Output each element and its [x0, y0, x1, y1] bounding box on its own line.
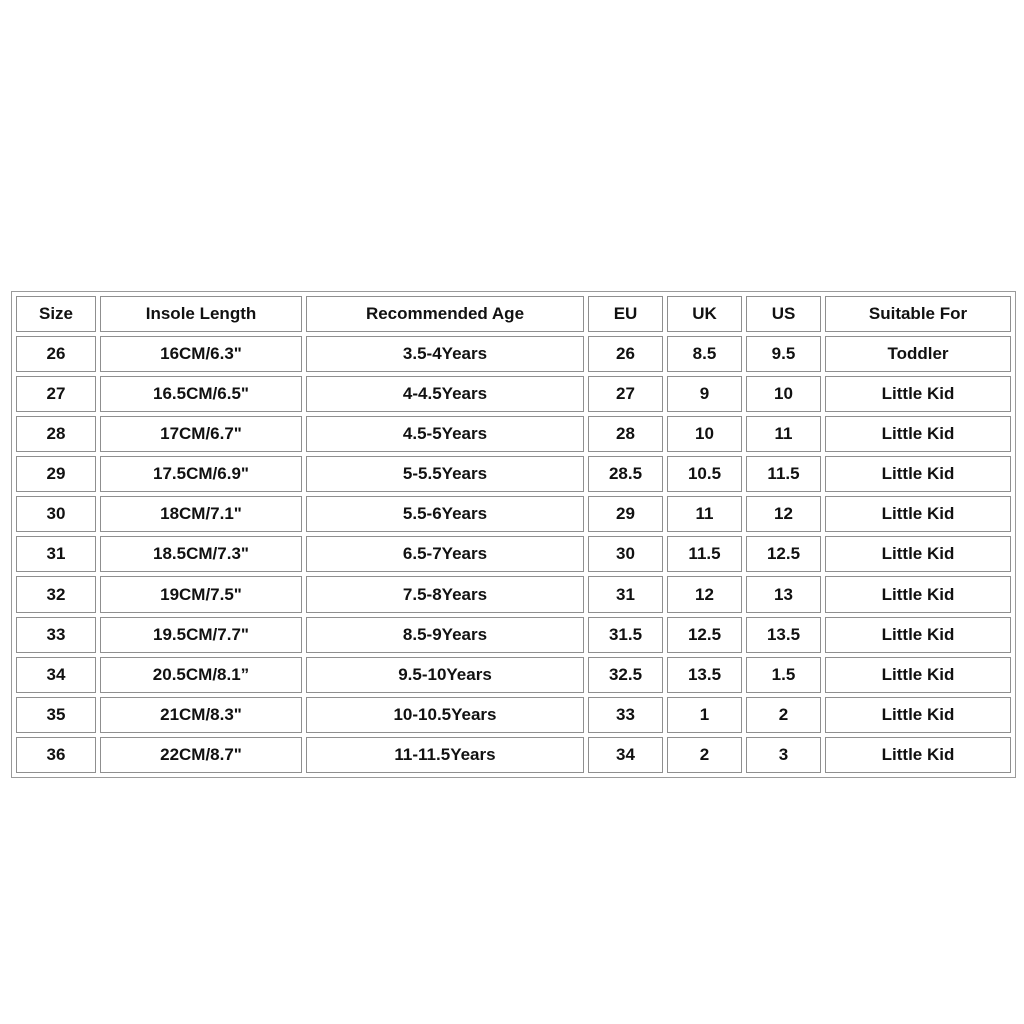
- cell-recommended-age: 4.5-5Years: [306, 416, 584, 452]
- cell-uk: 10: [667, 416, 742, 452]
- header-eu: EU: [588, 296, 663, 332]
- cell-eu: 34: [588, 737, 663, 773]
- cell-recommended-age: 10-10.5Years: [306, 697, 584, 733]
- table-row: [16, 496, 1011, 532]
- cell-insole-length: 22CM/8.7": [100, 737, 302, 773]
- cell-size: 33: [16, 617, 96, 653]
- cell-suitable-for: Little Kid: [825, 737, 1011, 773]
- cell-eu: 32.5: [588, 657, 663, 693]
- cell-us: 3: [746, 737, 821, 773]
- cell-suitable-for: Little Kid: [825, 576, 1011, 612]
- cell-uk: 2: [667, 737, 742, 773]
- cell-size: 36: [16, 737, 96, 773]
- cell-eu: 30: [588, 536, 663, 572]
- table-row: [16, 416, 1011, 452]
- cell-uk: 12.5: [667, 617, 742, 653]
- cell-suitable-for: Little Kid: [825, 617, 1011, 653]
- cell-size: 31: [16, 536, 96, 572]
- cell-uk: 10.5: [667, 456, 742, 492]
- cell-size: 29: [16, 456, 96, 492]
- cell-suitable-for: Toddler: [825, 336, 1011, 372]
- cell-uk: 11: [667, 496, 742, 532]
- cell-us: 10: [746, 376, 821, 412]
- cell-uk: 8.5: [667, 336, 742, 372]
- cell-recommended-age: 7.5-8Years: [306, 576, 584, 612]
- cell-insole-length: 20.5CM/8.1”: [100, 657, 302, 693]
- cell-size: 35: [16, 697, 96, 733]
- cell-insole-length: 18CM/7.1": [100, 496, 302, 532]
- cell-suitable-for: Little Kid: [825, 657, 1011, 693]
- cell-eu: 29: [588, 496, 663, 532]
- cell-uk: 1: [667, 697, 742, 733]
- cell-size: 30: [16, 496, 96, 532]
- cell-recommended-age: 9.5-10Years: [306, 657, 584, 693]
- table-row: [16, 576, 1011, 612]
- cell-suitable-for: Little Kid: [825, 496, 1011, 532]
- table-row: [16, 536, 1011, 572]
- cell-size: 28: [16, 416, 96, 452]
- cell-insole-length: 21CM/8.3": [100, 697, 302, 733]
- cell-suitable-for: Little Kid: [825, 456, 1011, 492]
- header-uk: UK: [667, 296, 742, 332]
- cell-suitable-for: Little Kid: [825, 697, 1011, 733]
- cell-eu: 27: [588, 376, 663, 412]
- cell-suitable-for: Little Kid: [825, 376, 1011, 412]
- cell-us: 9.5: [746, 336, 821, 372]
- header-us: US: [746, 296, 821, 332]
- cell-us: 13.5: [746, 617, 821, 653]
- size-chart-table: [11, 291, 1016, 778]
- cell-us: 12: [746, 496, 821, 532]
- table-row: [16, 697, 1011, 733]
- cell-uk: 13.5: [667, 657, 742, 693]
- table-body: [16, 336, 1011, 773]
- cell-size: 32: [16, 576, 96, 612]
- header-suitable-for: Suitable For: [825, 296, 1011, 332]
- cell-us: 1.5: [746, 657, 821, 693]
- cell-recommended-age: 5-5.5Years: [306, 456, 584, 492]
- cell-insole-length: 17.5CM/6.9": [100, 456, 302, 492]
- cell-recommended-age: 5.5-6Years: [306, 496, 584, 532]
- cell-insole-length: 16CM/6.3": [100, 336, 302, 372]
- cell-eu: 26: [588, 336, 663, 372]
- table-row: [16, 456, 1011, 492]
- cell-uk: 11.5: [667, 536, 742, 572]
- cell-eu: 28: [588, 416, 663, 452]
- cell-insole-length: 17CM/6.7": [100, 416, 302, 452]
- header-insole-length: Insole Length: [100, 296, 302, 332]
- cell-eu: 31.5: [588, 617, 663, 653]
- cell-eu: 33: [588, 697, 663, 733]
- cell-recommended-age: 4-4.5Years: [306, 376, 584, 412]
- cell-us: 11.5: [746, 456, 821, 492]
- cell-recommended-age: 6.5-7Years: [306, 536, 584, 572]
- cell-insole-length: 19.5CM/7.7": [100, 617, 302, 653]
- cell-insole-length: 19CM/7.5": [100, 576, 302, 612]
- cell-recommended-age: 8.5-9Years: [306, 617, 584, 653]
- header-recommended-age: Recommended Age: [306, 296, 584, 332]
- cell-size: 34: [16, 657, 96, 693]
- cell-suitable-for: Little Kid: [825, 416, 1011, 452]
- header-row: [16, 296, 1011, 332]
- cell-uk: 9: [667, 376, 742, 412]
- cell-us: 12.5: [746, 536, 821, 572]
- table-row: [16, 657, 1011, 693]
- cell-us: 2: [746, 697, 821, 733]
- cell-us: 11: [746, 416, 821, 452]
- cell-recommended-age: 11-11.5Years: [306, 737, 584, 773]
- cell-insole-length: 18.5CM/7.3": [100, 536, 302, 572]
- cell-size: 27: [16, 376, 96, 412]
- cell-eu: 28.5: [588, 456, 663, 492]
- table-row: [16, 336, 1011, 372]
- cell-recommended-age: 3.5-4Years: [306, 336, 584, 372]
- cell-uk: 12: [667, 576, 742, 612]
- cell-insole-length: 16.5CM/6.5": [100, 376, 302, 412]
- cell-size: 26: [16, 336, 96, 372]
- table-row: [16, 376, 1011, 412]
- header-size: Size: [16, 296, 96, 332]
- table-row: [16, 617, 1011, 653]
- cell-us: 13: [746, 576, 821, 612]
- table-row: [16, 737, 1011, 773]
- cell-eu: 31: [588, 576, 663, 612]
- cell-suitable-for: Little Kid: [825, 536, 1011, 572]
